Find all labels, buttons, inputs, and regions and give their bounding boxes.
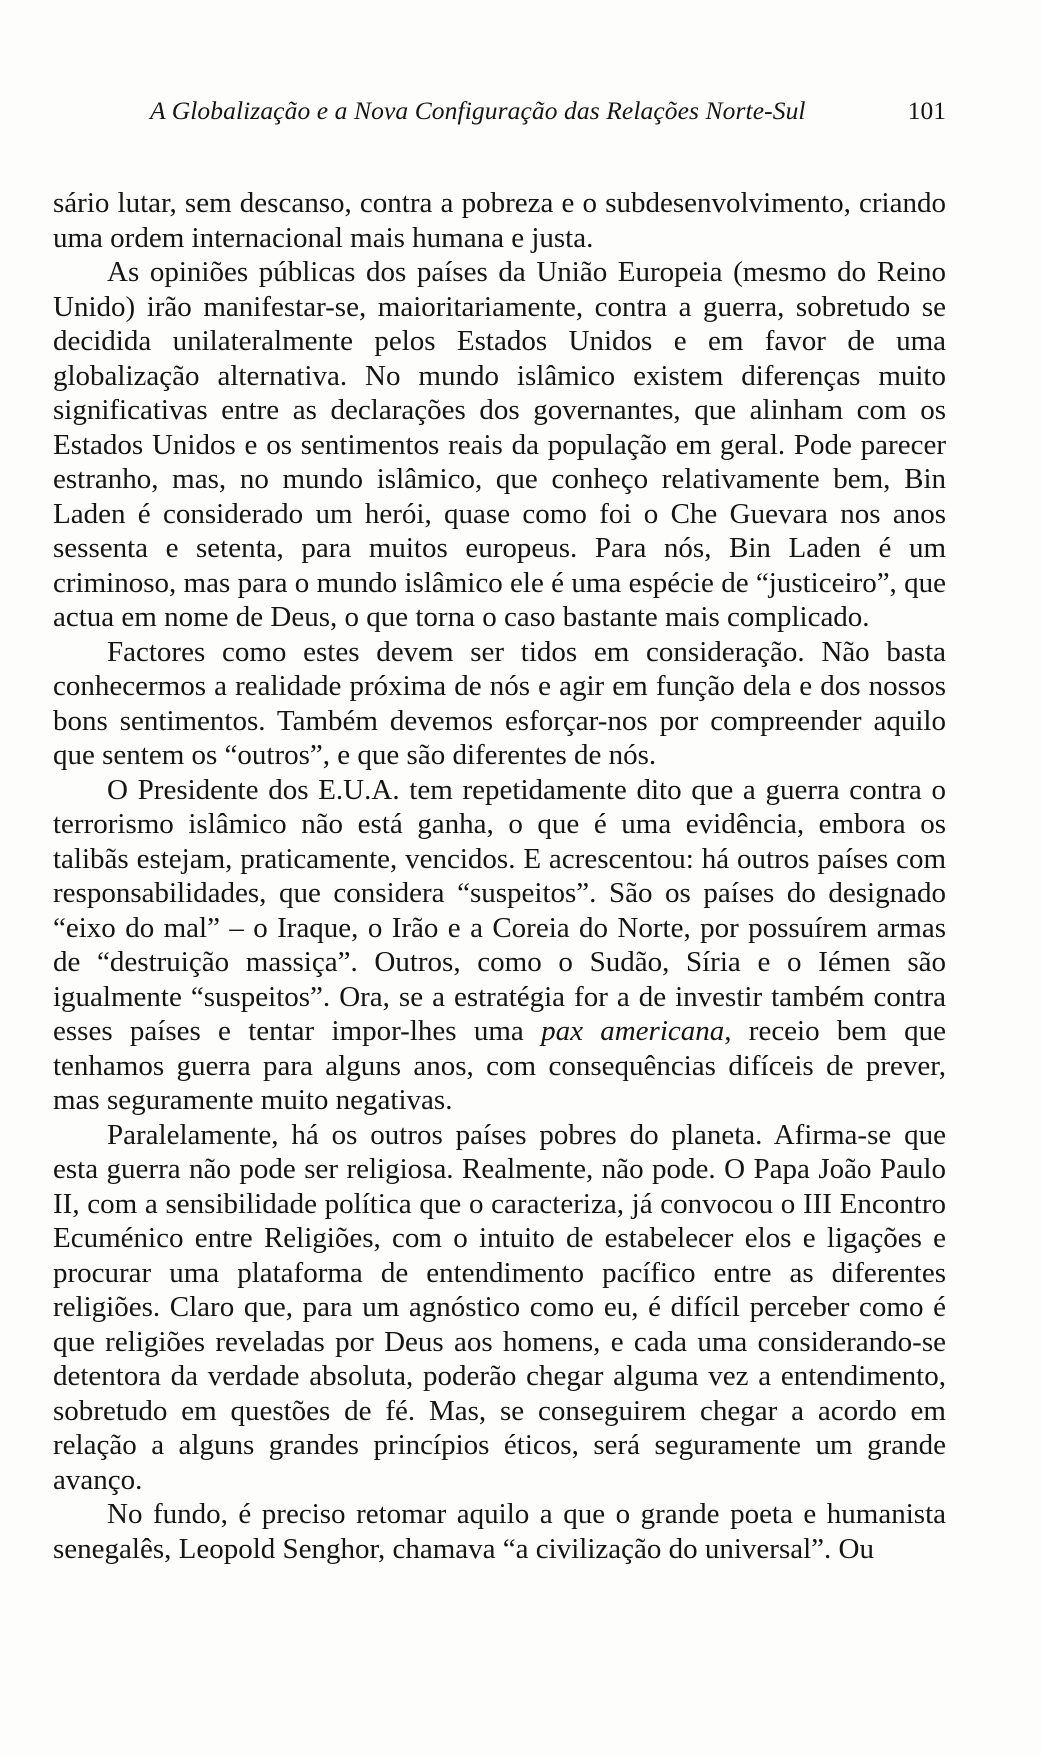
page-number: 101 — [907, 96, 946, 125]
paragraph-president — [53, 773, 946, 1118]
running-title: A Globalização e a Nova Configuração das Relações Norte-Sul — [150, 96, 806, 125]
running-head — [150, 96, 946, 136]
paragraph-president-text-a: O Presidente dos E.U.A. tem repetidamente dito que a guerra contra o terrorismo islâmico não está ganha, o que é uma evidência, embora os talibãs estejam, praticamente, vencidos. E acrescentou: há outros países com responsabilidades, que considera “suspeitos”. São os países do designado “eixo do mal” – o Iraque, o Irão e a Coreia do Norte, por possuírem armas de “destruição massiça”. Outros, como o Sudão, Síria e o Iémen são igualmente “suspeitos”. Ora, se a estratégia for a de investir também contra esses países e tentar impor-lhes uma — [53, 773, 946, 1047]
body-text — [53, 186, 946, 1566]
paragraph-public-opinion: As opiniões públicas dos países da União Europeia (mesmo do Reino Unido) irão manifestar-se, maioritariamente, contra a guerra, sobretudo se decidida unilateralmente pelos Estados Unidos e em favor de uma globalização alternativa. No mundo islâmico existem diferenças muito significativas entre as declarações dos governantes, que alinham com os Estados Unidos e os sentimentos reais da população em geral. Pode parecer estranho, mas, no mundo islâmico, que conheço relativamente bem, Bin Laden é considerado um herói, quase como foi o Che Guevara nos anos sessenta e setenta, para muitos europeus. Para nós, Bin Laden é um criminoso, mas para o mundo islâmico ele é uma espécie de “justiceiro”, que actua em nome de Deus, o que torna o caso bastante mais complicado. — [53, 256, 946, 633]
pax-americana-italic: pax americana — [541, 1015, 725, 1047]
paragraph-continuation: sário lutar, sem descanso, contra a pobreza e o subdesenvolvimento, criando uma ordem internacional mais humana e justa. — [53, 187, 946, 254]
paragraph-factors: Factores como estes devem ser tidos em consideração. Não basta conhecermos a realidade próxima de nós e agir em função dela e dos nossos bons sentimentos. Também devemos esforçar-nos por compreender aquilo que sentem os “outros”, e que são diferentes de nós. — [53, 635, 946, 771]
paragraph-religions: Paralelamente, há os outros países pobres do planeta. Afirma-se que esta guerra não pode ser religiosa. Realmente, não pode. O Papa João Paulo II, com a sensibilidade política que o caracteriza, já convocou o III Encontro Ecuménico entre Religiões, com o intuito de estabelecer elos e ligações e procurar uma plataforma de entendimento pacífico entre as diferentes religiões. Claro que, para um agnóstico como eu, é difícil perceber como é que religiões reveladas por Deus aos homens, e cada uma considerando-se detentora da verdade absoluta, poderão chegar alguma vez a entendimento, sobretudo em questões de fé. Mas, se conseguirem chegar a acordo em relação a alguns grandes princípios éticos, será seguramente um grande avanço. — [53, 1118, 946, 1496]
paragraph-universal: No fundo, é preciso retomar aquilo a que o grande poeta e humanista senegalês, Leopold Senghor, chamava “a civilização do universal”. Ou — [53, 1498, 946, 1565]
paragraph-president-text-b: , receio bem que tenhamos guerra para alguns anos, com consequências difíceis de prever, mas seguramente muito negativas. — [53, 1015, 946, 1116]
